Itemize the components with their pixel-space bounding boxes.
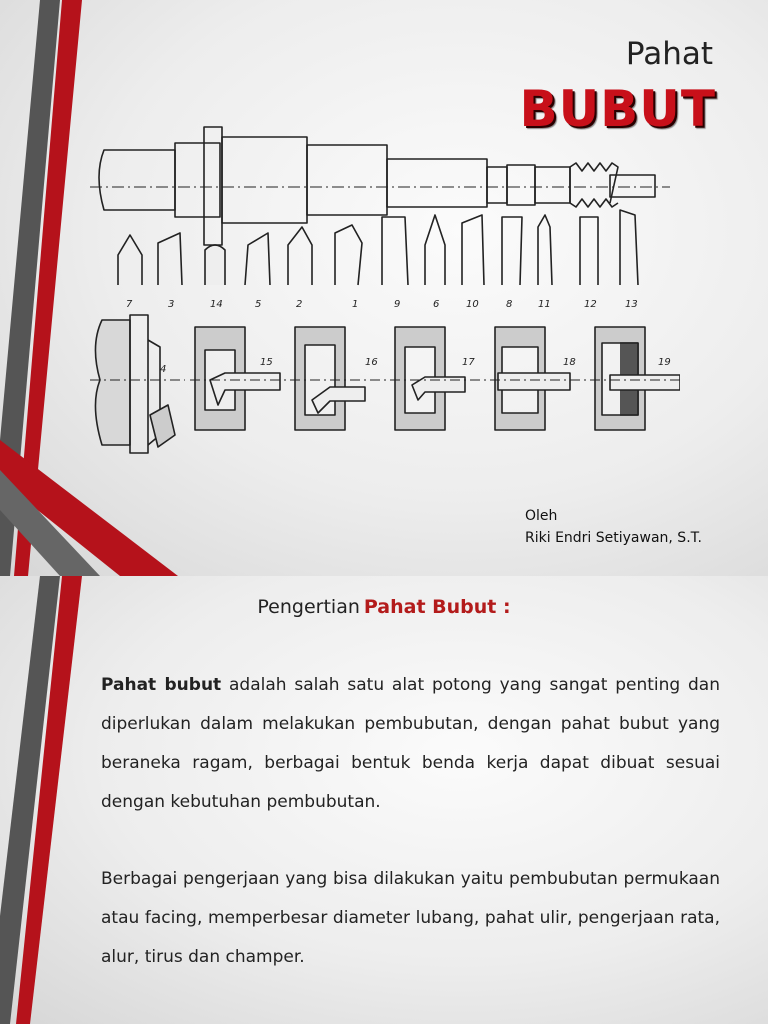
facing-workpiece (90, 315, 185, 453)
boring-sections (190, 327, 680, 430)
gray-stripe (0, 0, 60, 576)
tool-label: 3 (168, 299, 175, 310)
author-name: Riki Endri Setiyawan, S.T. (525, 530, 702, 546)
section-label: 4 (160, 364, 167, 375)
tool-label: 12 (584, 299, 597, 310)
tool-label: 2 (296, 299, 303, 310)
section-label: 17 (462, 357, 475, 368)
section-label: 19 (658, 357, 671, 368)
author-label: Oleh (525, 508, 558, 524)
red-stripe (16, 576, 82, 1024)
tool-label: 8 (506, 299, 513, 310)
tool-label: 9 (394, 299, 401, 310)
tool-label: 14 (210, 299, 223, 310)
slide-title-prefix: Pengertian (257, 596, 360, 618)
tool-label: 11 (538, 299, 551, 310)
shaft-workpiece (90, 127, 670, 245)
red-stripe (14, 0, 82, 576)
tool-label: 5 (255, 299, 262, 310)
lathe-tools-illustration (90, 115, 680, 465)
paragraph-definition (101, 666, 720, 822)
title-main: BUBUT (519, 80, 716, 138)
paragraph-operations: Berbagai pengerjaan yang bisa dilakukan yaitu pembubutan permukaan atau facing, memperbesar diameter lubang, pahat ulir, pengerjaan rata, alur, tirus dan champer. (101, 869, 720, 967)
author-block (525, 505, 702, 549)
tool-label: 1 (352, 299, 359, 310)
slide-title-highlight: Pahat Bubut : (363, 596, 511, 618)
slide-body (101, 666, 720, 977)
section-label: 18 (563, 357, 576, 368)
section-label: 15 (260, 357, 273, 368)
section-label: 16 (365, 357, 378, 368)
turning-tools (118, 210, 638, 285)
title-prefix: Pahat (625, 36, 713, 72)
gray-stripe (0, 576, 60, 1024)
slide-title (0, 596, 768, 618)
tool-label: 10 (466, 299, 479, 310)
tool-label: 6 (433, 299, 440, 310)
definition-text: adalah salah satu alat potong yang sangat penting dan diperlukan dalam melakukan pembubutan, dengan pahat bubut yang beraneka ragam, berbagai bentuk benda kerja dapat dibuat sesuai dengan kebutuhan pembubutan. (101, 675, 720, 812)
definition-slide (0, 576, 768, 1024)
tool-label: 7 (126, 299, 133, 310)
gray-wedge (0, 470, 100, 576)
term-bold: Pahat bubut (101, 675, 222, 695)
tool-label: 13 (625, 299, 638, 310)
